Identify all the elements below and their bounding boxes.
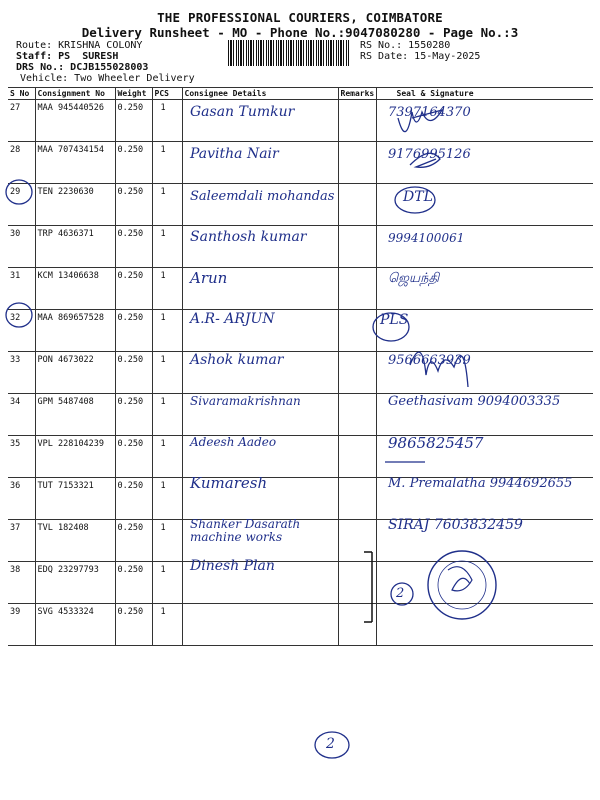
row-consignment-no: TUT 7153321 — [35, 478, 115, 520]
staff-name: SURESH — [82, 51, 119, 62]
handwritten-consignee-name: A.R- ARJUN — [190, 311, 275, 327]
row-weight: 0.250 — [115, 310, 152, 352]
row-weight: 0.250 — [115, 226, 152, 268]
rs-date: RS Date: 15-May-2025 — [360, 51, 481, 62]
row-consignment-no: TEN 2230630 — [35, 184, 115, 226]
col-sno: S No — [8, 88, 35, 100]
row-pcs: 1 — [152, 436, 182, 478]
runsheet-subtitle: Delivery Runsheet - MO - Phone No.:9047080280 - Page No.:3 — [81, 25, 519, 40]
row-pcs: 1 — [152, 142, 182, 184]
row-consignment-no: SVG 4533324 — [35, 604, 115, 646]
row-weight: 0.250 — [115, 184, 152, 226]
row-sno: 38 — [8, 562, 35, 604]
col-weight: Weight — [115, 88, 152, 100]
handwritten-consignee-name: Sivaramakrishnan — [190, 394, 301, 408]
row-weight: 0.250 — [115, 604, 152, 646]
staff-code: Staff: PS — [16, 51, 71, 62]
handwritten-consignee-name: Santhosh kumar — [190, 229, 307, 245]
row-sno: 39 — [8, 604, 35, 646]
row-sno: 27 — [8, 100, 35, 142]
col-consignee: Consignee Details — [182, 88, 338, 100]
handwritten-signature: 9994100061 — [388, 231, 465, 245]
handwritten-consignee-name: Arun — [190, 269, 228, 287]
row-consignment-no: KCM 13406638 — [35, 268, 115, 310]
row-weight: 0.250 — [115, 142, 152, 184]
handwritten-signature: ஜெயந்தி — [388, 271, 440, 286]
company-title: THE PROFESSIONAL COURIERS, COIMBATORE — [157, 10, 443, 25]
handwritten-consignee-name: Adeesh Aadeo — [190, 435, 277, 449]
handwritten-signature: SIRAJ 7603832459 — [388, 517, 523, 533]
row-weight: 0.250 — [115, 478, 152, 520]
handwritten-consignee-name: Gasan Tumkur — [190, 104, 295, 120]
row-weight: 0.250 — [115, 352, 152, 394]
handwritten-signature: 9176995126 — [388, 147, 471, 162]
row-pcs: 1 — [152, 478, 182, 520]
handwritten-signature: 7397164370 — [388, 105, 471, 120]
row-pcs: 1 — [152, 100, 182, 142]
handwritten-consignee-name: Pavitha Nair — [190, 146, 279, 162]
col-remarks: Remarks — [338, 88, 376, 100]
handwritten-consignee-name: Kumaresh — [190, 474, 268, 492]
vehicle-label: Vehicle: Two Wheeler Delivery — [20, 73, 195, 84]
handwritten-signature: DTL — [403, 189, 433, 205]
row-weight: 0.250 — [115, 100, 152, 142]
row-pcs: 1 — [152, 184, 182, 226]
route-label: Route: KRISHNA COLONY — [16, 40, 143, 51]
handwritten-consignee-name: Saleemdali mohandas — [190, 189, 335, 204]
row-weight: 0.250 — [115, 520, 152, 562]
handwritten-signature: Geethasivam 9094003335 — [388, 394, 561, 409]
row-sno: 29 — [8, 184, 35, 226]
row-sno: 28 — [8, 142, 35, 184]
col-consignment: Consignment No — [35, 88, 115, 100]
seal-mark-number: 2 — [396, 586, 405, 601]
row-sno: 37 — [8, 520, 35, 562]
handwritten-signature: PLS — [380, 312, 409, 328]
row-sno: 34 — [8, 394, 35, 436]
row-weight: 0.250 — [115, 562, 152, 604]
row-sno: 36 — [8, 478, 35, 520]
footer-page-mark: 2 — [326, 736, 335, 752]
row-sno: 32 — [8, 310, 35, 352]
rs-number: RS No.: 1550280 — [360, 40, 451, 51]
row-consignment-no: VPL 228104239 — [35, 436, 115, 478]
row-consignment-no: EDQ 23297793 — [35, 562, 115, 604]
drs-number: DRS No.: DCJB155028003 — [16, 62, 149, 73]
row-weight: 0.250 — [115, 436, 152, 478]
row-consignment-no: GPM 5487408 — [35, 394, 115, 436]
row-weight: 0.250 — [115, 394, 152, 436]
row-consignment-no: MAA 945440526 — [35, 100, 115, 142]
col-pcs: PCS — [152, 88, 182, 100]
row-sno: 35 — [8, 436, 35, 478]
row-sno: 31 — [8, 268, 35, 310]
row-consignment-no: MAA 707434154 — [35, 142, 115, 184]
row-sno: 30 — [8, 226, 35, 268]
row-consignment-no: TVL 182408 — [35, 520, 115, 562]
row-pcs: 1 — [152, 604, 182, 646]
row-consignment-no: MAA 869657528 — [35, 310, 115, 352]
row-pcs: 1 — [152, 352, 182, 394]
row-pcs: 1 — [152, 394, 182, 436]
col-seal-signature: Seal & Signature — [376, 88, 593, 100]
row-sno: 33 — [8, 352, 35, 394]
handwritten-signature: 9865825457 — [388, 434, 484, 452]
handwritten-consignee-name: Ashok kumar — [190, 352, 284, 368]
row-pcs: 1 — [152, 562, 182, 604]
handwritten-signature: 9566663939 — [388, 353, 471, 368]
handwritten-consignee-name: Dinesh Plan — [190, 558, 275, 574]
row-consignment-no: TRP 4636371 — [35, 226, 115, 268]
row-pcs: 1 — [152, 268, 182, 310]
row-pcs: 1 — [152, 226, 182, 268]
row-consignment-no: PON 4673022 — [35, 352, 115, 394]
row-weight: 0.250 — [115, 268, 152, 310]
handwritten-consignee-name: Shanker Dasarath machine works — [190, 517, 301, 544]
row-pcs: 1 — [152, 520, 182, 562]
row-pcs: 1 — [152, 310, 182, 352]
handwritten-signature: M. Premalatha 9944692655 — [388, 476, 573, 491]
